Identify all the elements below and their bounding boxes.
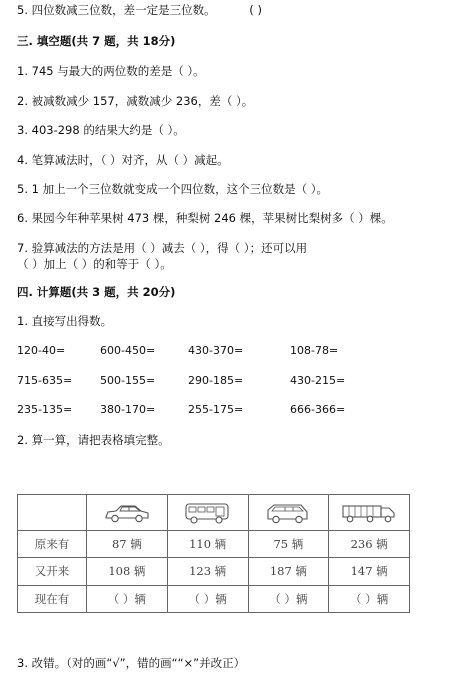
table-cell: 236 辆 [329,531,410,558]
calc-item: 120-40= [17,344,66,357]
bus-icon [183,501,233,525]
truck-cell [329,495,410,531]
table-cell: 147 辆 [329,558,410,585]
corner-cell [18,495,87,531]
answer-cell[interactable]: （ ）辆 [329,585,410,612]
vehicle-table [17,494,410,613]
fill-item-7-cont: （ ）加上（ ）的和等于（ ）。 [17,257,172,271]
calc-item: 108-78= [290,344,339,357]
section4-title: 四. 计算题(共 3 题，共 20分) [17,285,176,299]
row-label: 现在有 [18,585,87,612]
fill-item-4: 4. 笔算减法时，（ ）对齐，从（ ）减起。 [17,153,229,167]
fill-item-5: 5. 1 加上一个三位数就变成一个四位数，这个三位数是（ ）。 [17,182,329,196]
vehicle-header-row [18,495,410,531]
fill-item-1: 1. 745 与最大的两位数的差是（ ）。 [17,64,205,78]
calc-item: 380-170= [100,403,156,416]
calc-item: 255-175= [188,403,244,416]
calc-item: 715-635= [17,374,73,387]
calc-item: 290-185= [188,374,244,387]
calc-item: 666-366= [290,403,346,416]
table-cell: 75 辆 [248,531,329,558]
section3-title: 三. 填空题(共 7 题，共 18分) [17,34,176,48]
calc-item: 235-135= [17,403,73,416]
table-cell: 187 辆 [248,558,329,585]
car-cell [87,495,168,531]
answer-cell[interactable]: （ ）辆 [87,585,168,612]
calc-question-2: 2. 算一算，请把表格填完整。 [17,433,170,447]
fill-item-2: 2. 被减数减少 157，减数减少 236，差（ ）。 [17,94,254,108]
truck-icon [340,501,398,525]
q5-text: 5. 四位数减三位数，差一定是三位数。 [17,3,216,17]
q5-line [17,2,262,18]
table-cell: 110 辆 [167,531,248,558]
calc-item: 430-370= [188,344,244,357]
calc-item: 500-155= [100,374,156,387]
table-cell: 108 辆 [87,558,168,585]
row-label: 原来有 [18,531,87,558]
table-cell: 123 辆 [167,558,248,585]
van-cell [248,495,329,531]
calc-item: 430-215= [290,374,346,387]
bus-cell [167,495,248,531]
calc-question-1: 1. 直接写出得数。 [17,314,113,328]
answer-cell[interactable]: （ ）辆 [248,585,329,612]
table-cell: 87 辆 [87,531,168,558]
q5-answer-paren: ( ) [249,3,262,17]
calc-item: 600-450= [100,344,156,357]
car-icon [103,502,151,524]
van-icon [265,501,311,525]
vehicle-table-wrap [17,494,410,613]
table-row [18,558,410,585]
fill-item-7: 7. 验算减法的方法是用（ ）减去（ ），得（ ）；还可以用 [17,241,308,255]
answer-cell[interactable]: （ ）辆 [167,585,248,612]
fill-item-3: 3. 403-298 的结果大约是（ ）。 [17,123,185,137]
row-label: 又开来 [18,558,87,585]
fill-item-6: 6. 果园今年种苹果树 473 棵，种梨树 246 棵，苹果树比梨树多（ ）棵。 [17,211,393,225]
table-row [18,585,410,612]
calc-question-3: 3. 改错。（对的画“√”，错的画““×”并改正） [17,656,246,670]
table-row [18,531,410,558]
